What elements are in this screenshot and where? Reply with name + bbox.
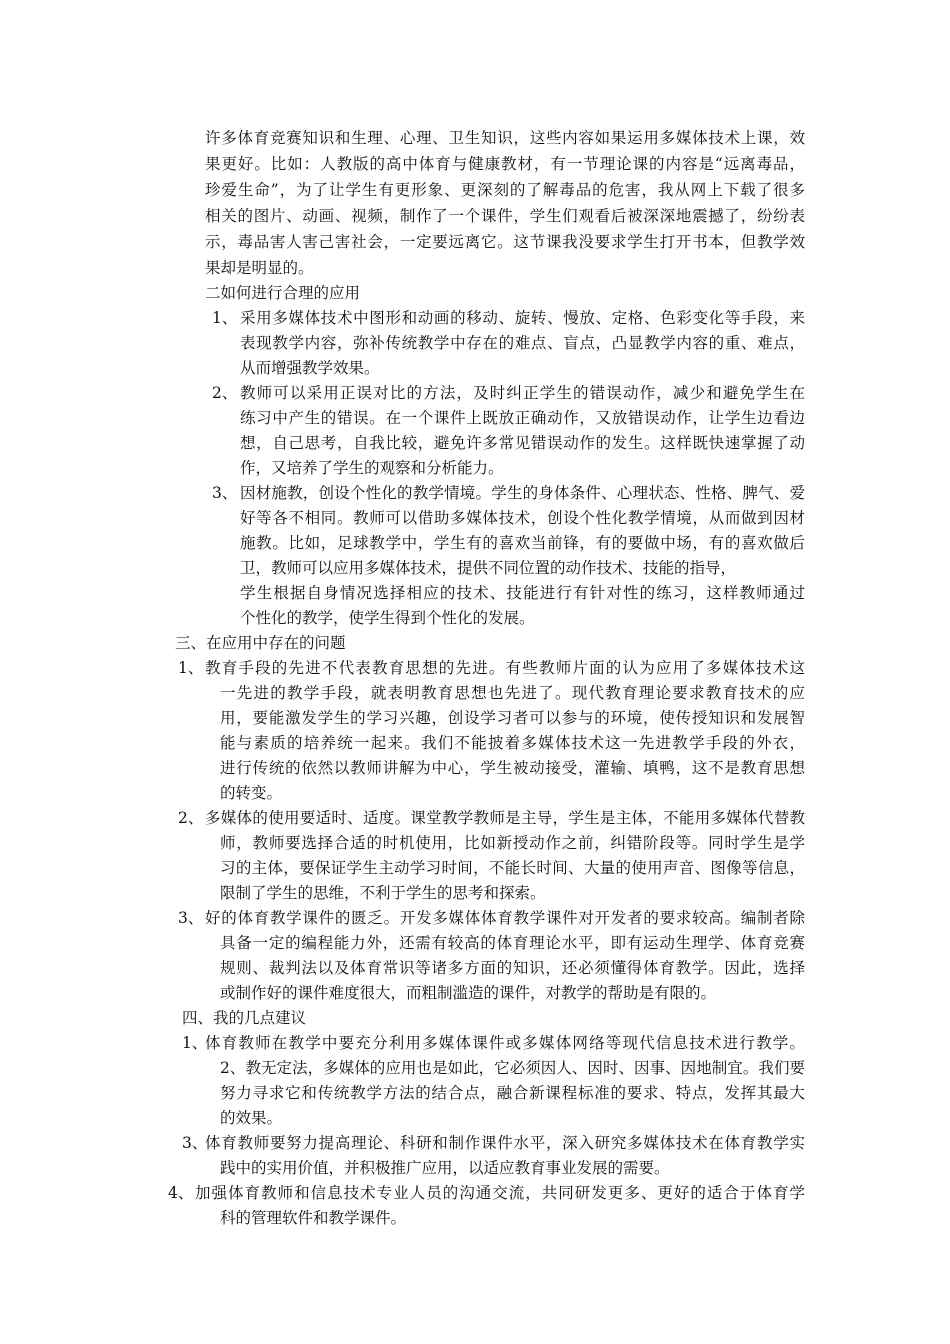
text-line: 规则、裁判法以及体育常识等诸多方面的知识，还必须懂得体育教学。因此，选择 [220, 959, 805, 977]
list-number: 3、 [182, 1134, 208, 1152]
list-number: 3、 [212, 484, 238, 502]
text-line: 习的主体，要保证学生主动学习时间，不能长时间、大量的使用声音、图像等信息， [220, 859, 805, 877]
text-line: 作，又培养了学生的观察和分析能力。 [240, 459, 504, 477]
text-line: 果却是明显的。 [205, 259, 314, 277]
text-line: 采用多媒体技术中图形和动画的移动、旋转、慢放、定格、色彩变化等手段，来 [240, 309, 805, 327]
text-line: 想，自己思考，自我比较，避免许多常见错误动作的发生。这样既快速掌握了动 [240, 434, 805, 452]
text-line: 个性化的教学，使学生得到个性化的发展。 [240, 609, 535, 627]
section-heading: 四、我的几点建议 [182, 1009, 307, 1027]
text-line: 用，要能激发学生的学习兴趣，创设学习者可以参与的环境，使传授知识和发展智 [220, 709, 805, 727]
text-line: 师，教师要选择合适的时机使用，比如新授动作之前，纠错阶段等。同时学生是学 [220, 834, 805, 852]
text-line: 相关的图片、动画、视频，制作了一个课件，学生们观看后被深深地震撼了，纷纷表 [205, 207, 805, 225]
text-line: 或制作好的课件难度很大，而粗制滥造的课件，对教学的帮助是有限的。 [220, 984, 717, 1002]
text-line: 果更好。比如：人教版的高中体育与健康教材，有一节理论课的内容是“远离毒品， [205, 155, 805, 173]
text-line: 能与素质的培养统一起来。我们不能披着多媒体技术这一先进教学手段的外衣， [220, 734, 805, 752]
text-line: 体育教师在教学中要充分利用多媒体课件或多媒体网络等现代信息技术进行教学。 [205, 1034, 805, 1052]
list-number: 3、 [178, 909, 204, 927]
text-line: 施教。比如，足球教学中，学生有的喜欢当前锋，有的要做中场，有的喜欢做后 [240, 534, 805, 552]
text-line: 卫，教师可以应用多媒体技术，提供不同位置的动作技术、技能的指导， [240, 559, 737, 577]
text-line: 许多体育竞赛知识和生理、心理、卫生知识，这些内容如果运用多媒体技术上课，效 [205, 129, 805, 147]
list-number: 2、 [178, 809, 204, 827]
text-line: 教育手段的先进不代表教育思想的先进。有些教师片面的认为应用了多媒体技术这 [205, 659, 805, 677]
text-line: 努力寻求它和传统教学方法的结合点，融合新课程标准的要求、特点，发挥其最大 [220, 1084, 805, 1102]
text-line: 体育教师要努力提高理论、科研和制作课件水平，深入研究多媒体技术在体育教学实 [205, 1134, 805, 1152]
text-line: 好等各不相同。教师可以借助多媒体技术，创设个性化教学情境，从而做到因材 [240, 509, 805, 527]
text-line: 多媒体的使用要适时、适度。课堂教学教师是主导，学生是主体，不能用多媒体代替教 [205, 809, 805, 827]
text-line: 教师可以采用正误对比的方法，及时纠正学生的错误动作，减少和避免学生在 [240, 384, 805, 402]
text-line: 的转变。 [220, 784, 283, 802]
text-line: 因材施教，创设个性化的教学情境。学生的身体条件、心理状态、性格、脾气、爱 [240, 484, 805, 502]
text-line: 进行传统的依然以教师讲解为中心，学生被动接受，灌输、填鸭，这不是教育思想 [220, 759, 805, 777]
text-line: 的效果。 [220, 1109, 283, 1127]
section-heading: 三、在应用中存在的问题 [175, 634, 346, 652]
section-heading: 二如何进行合理的应用 [205, 284, 361, 302]
text-line: 具备一定的编程能力外，还需有较高的体育理论水平，即有运动生理学、体育竞赛 [220, 934, 805, 952]
text-line: 表现教学内容，弥补传统教学中存在的难点、盲点，凸显教学内容的重、难点， [240, 334, 805, 352]
text-line: 践中的实用价值，并积极推广应用，以适应教育事业发展的需要。 [220, 1159, 670, 1177]
list-number: 1、 [178, 659, 204, 677]
text-line: 珍爱生命”，为了让学生有更形象、更深刻的了解毒品的危害，我从网上下载了很多 [205, 181, 805, 199]
text-line: 一先进的教学手段，就表明教育思想也先进了。现代教育理论要求教育技术的应 [220, 684, 805, 702]
text-line: 2、教无定法，多媒体的应用也是如此，它必须因人、因时、因事、因地制宜。我们要 [220, 1059, 805, 1077]
text-line: 练习中产生的错误。在一个课件上既放正确动作，又放错误动作，让学生边看边 [240, 409, 805, 427]
text-line: 从而增强教学效果。 [240, 359, 380, 377]
text-line: 学生根据自身情况选择相应的技术、技能进行有针对性的练习，这样教师通过 [240, 584, 805, 602]
text-line: 限制了学生的思维，不利于学生的思考和探索。 [220, 884, 546, 902]
list-number: 1、 [212, 309, 238, 327]
text-line: 好的体育教学课件的匮乏。开发多媒体体育教学课件对开发者的要求较高。编制者除 [205, 909, 805, 927]
text-line: 加强体育教师和信息技术专业人员的沟通交流，共同研发更多、更好的适合于体育学 [195, 1184, 805, 1202]
list-number: 2、 [212, 384, 238, 402]
text-line: 示，毒品害人害己害社会，一定要远离它。这节课我没要求学生打开书本，但教学效 [205, 233, 805, 251]
text-line: 科的管理软件和教学课件。 [220, 1209, 407, 1227]
list-number: 4、 [168, 1184, 194, 1202]
list-number: 1、 [182, 1034, 208, 1052]
